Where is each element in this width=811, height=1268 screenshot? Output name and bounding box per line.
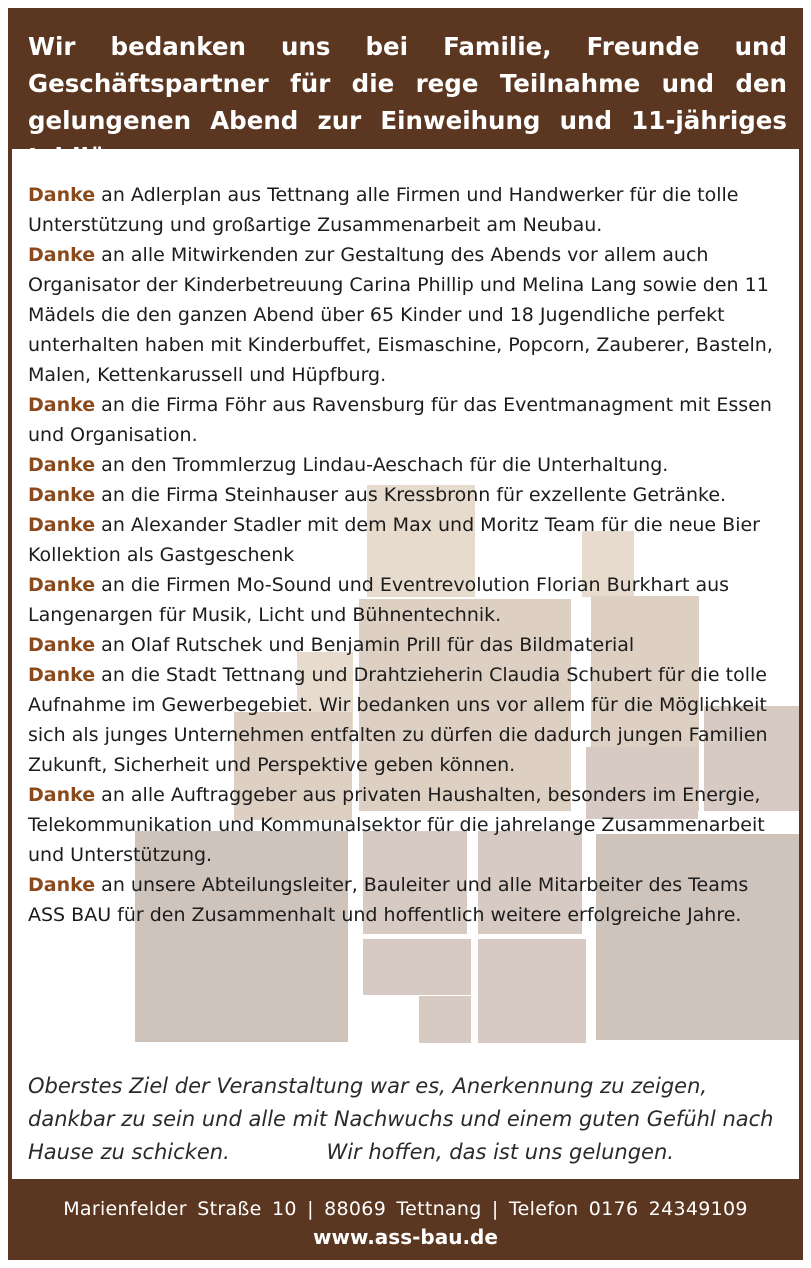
thanks-keyword: Danke <box>28 874 96 896</box>
thanks-keyword: Danke <box>28 634 96 656</box>
footer-address: Marienfelder Straße 10 | 88069 Tettnang | Telefon 0176 24349109 <box>63 1198 748 1220</box>
thanks-text: an alle Mitwirkenden zur Gestaltung des Abends vor allem auch Organisator der Kinderbetreuung Carina Phillip und Melina Lang sowie den 11 Mädels die den ganzen Abend über 65 Kinder und 18 Jugendliche perfekt unterhalten haben mit Kinderbuffet, Eismaschine, Popcorn, Zauberer, Basteln, Malen, Kettenkarussell und Hüpfburg. <box>28 244 773 386</box>
thanks-text: an Olaf Rutschek und Benjamin Prill für das Bildmaterial <box>95 634 635 656</box>
thanks-list <box>28 180 788 930</box>
thanks-item <box>28 570 788 630</box>
thanks-item <box>28 390 788 450</box>
thanks-text: an die Firma Steinhauser aus Kressbronn für exzellente Getränke. <box>95 484 727 506</box>
thanks-keyword: Danke <box>28 454 96 476</box>
thanks-keyword: Danke <box>28 514 96 536</box>
content-panel <box>12 149 799 1179</box>
thanks-text: an Alexander Stadler mit dem Max und Moritz Team für die neue Bier Kollektion als Gastgeschenk <box>28 514 760 566</box>
thanks-text: an unsere Abteilungsleiter, Bauleiter und alle Mitarbeiter des Teams ASS BAU für den Zusammenhalt und hoffentlich weitere erfolgreiche Jahre. <box>28 874 749 926</box>
thanks-keyword: Danke <box>28 664 96 686</box>
thanks-item <box>28 450 788 480</box>
header-title: Wir bedanken uns bei Familie, Freunde und Geschäftspartner für die rege Teilnahme und den gelungenen Abend zur Einweihung und 11-jähriges <box>28 32 787 135</box>
thanks-item <box>28 780 788 870</box>
thanks-keyword: Danke <box>28 574 96 596</box>
thanks-item <box>28 240 788 390</box>
thanks-text: an die Firma Föhr aus Ravensburg für das Eventmanagment mit Essen und Organisation. <box>28 394 772 446</box>
thanks-item <box>28 870 788 930</box>
thanks-text: an die Firmen Mo-Sound und Eventrevolution Florian Burkhart aus Langenargen für Musik, Licht und Bühnentechnik. <box>28 574 730 626</box>
thanks-item <box>28 510 788 570</box>
bg-block <box>363 939 471 995</box>
ad-frame <box>8 8 803 1260</box>
thanks-item <box>28 480 788 510</box>
thanks-text: an die Stadt Tettnang und Drahtzieherin Claudia Schubert für die tolle Aufnahme im Gewerbegebiet. Wir bedanken uns vor allem für die Möglichkeit sich als junges Unternehmen entfalten zu dürfen die dadurch jungen Familien Zukunft, Sicherheit und Perspektive geben können. <box>28 664 768 776</box>
thanks-text: an Adlerplan aus Tettnang alle Firmen und Handwerker für die tolle Unterstützung und großartige Zusammenarbeit am Neubau. <box>28 184 739 236</box>
thanks-item <box>28 660 788 780</box>
thanks-keyword: Danke <box>28 784 96 806</box>
thanks-keyword: Danke <box>28 394 96 416</box>
bg-block <box>478 939 586 1043</box>
closing-right: Wir hoffen, das ist uns gelungen. <box>326 1140 674 1164</box>
thanks-text: an alle Auftraggeber aus privaten Haushalten, besonders im Energie, Telekommunikation und Kommunalsektor für die jahrelange Zusammenarbeit und Unterstützung. <box>28 784 765 866</box>
website-link[interactable]: www.ass-bau.de <box>313 1225 498 1249</box>
closing-statement <box>28 1070 788 1169</box>
thanks-item <box>28 630 788 660</box>
thanks-keyword: Danke <box>28 244 96 266</box>
thanks-keyword: Danke <box>28 184 96 206</box>
bg-block <box>419 996 471 1043</box>
footer <box>8 1184 803 1254</box>
thanks-text: an den Trommlerzug Lindau-Aeschach für die Unterhaltung. <box>95 454 669 476</box>
thanks-item <box>28 180 788 240</box>
thanks-keyword: Danke <box>28 484 96 506</box>
closing-text: Oberstes Ziel der Veranstaltung war es, Anerkennung zu zeigen, dankbar zu sein und alle mit Nachwuchs und einem guten Gefühl nach Hause zu schicken. <box>28 1074 774 1164</box>
